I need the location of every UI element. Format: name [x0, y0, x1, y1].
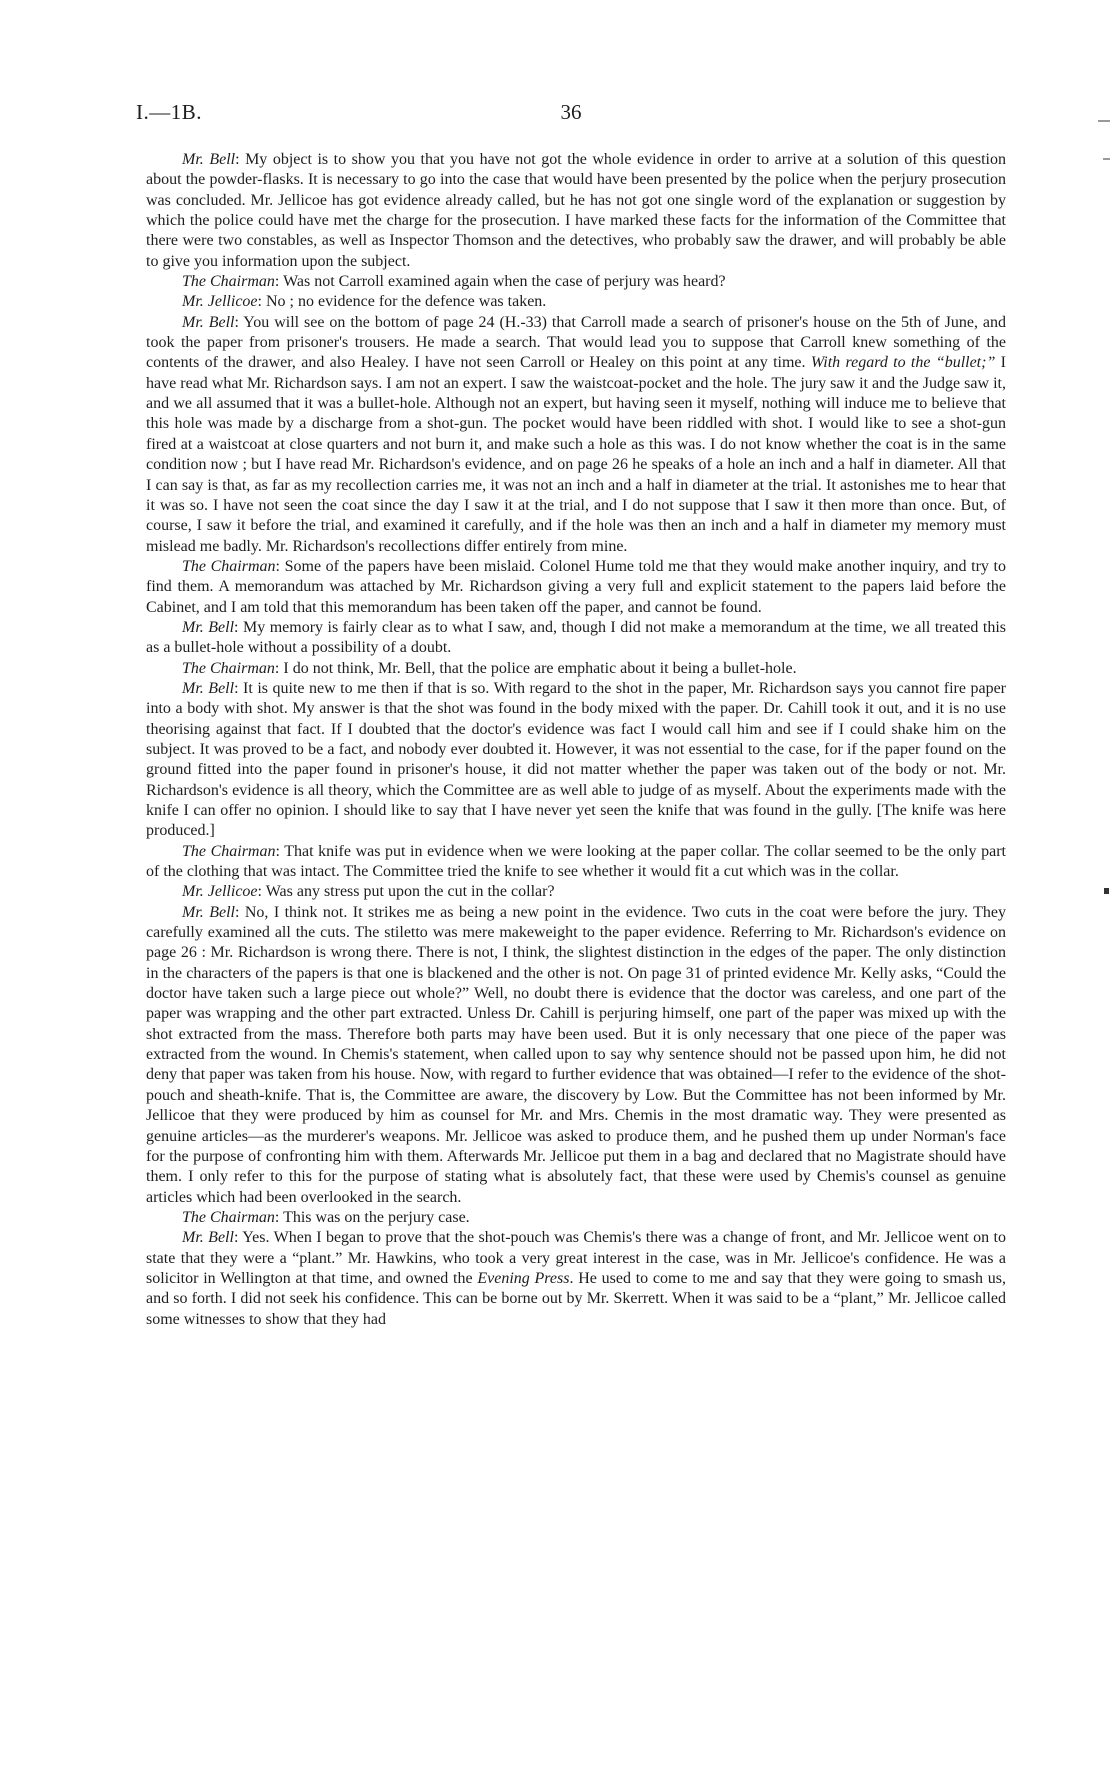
transcript-paragraph: The Chairman: This was on the perjury case. [182, 1208, 470, 1226]
speaker-name: The Chairman [182, 1208, 275, 1226]
transcript-paragraph: Mr. Bell: My object is to show you that you have not got the whole evidence in order to arrive at a solution of this question about the powder-flasks. It is necessary to go into the case that would have been presented by the police when the perjury prosecution was concluded. Mr. Jellicoe has got evidence already called, but he has not got one single word of the explanation or suggestion by which the police could have met the charge for the prosecution. I have marked these facts for the information of the Committee that there were two constables, as well as Inspector Thomson and the detectives, who probably saw the drawer, and will probably be able to give you information upon the subject. [146, 151, 1007, 270]
paragraph-text: No ; no evidence for the defence was taken. [265, 293, 547, 311]
paragraph-text: No, I think not. It strikes me as being a new point in the evidence. Two cuts in the coat were before the jury. They carefully examined all the cuts. The stiletto was mere makeweight to the paper evidence. Referring to Mr. Richardson's evidence on page 26 : Mr. Richardson is wrong there. There is not, I think, the slightest distinction in the edges of the paper. The only distinction in the characters of the papers is that one is blackened and the other is not. On page 31 of printed evidence Mr. Kelly asks, “Could the doctor have taken such a large piece out whole?” Well, no doubt there is evidence that the doctor was careless, and one part of the paper was wrapping and the other part extracted. Unless Dr. Cahill is perjuring himself, one part of the paper was mixed up with the shot extracted from the mass. Therefore both parts may have been used. But it is only necessary that one piece of the paper was extracted from the wound. In Chemis's statement, when called upon to say why sentence should not be passed upon him, he did not deny that paper was taken from his house. Now, with regard to further evidence that was obtained—I refer to the evidence of the shot-pouch and sheath-knife. That is, the Committee are aware, the discovery by Low. But the Committee has not been informed by Mr. Jellicoe that they were produced by him as counsel for Mr. and Mrs. Chemis in the most dramatic way. They were presented as genuine articles—as the murderer's weapons. Mr. Jellicoe was asked to produce them, and he pushed them up under Norman's face for the purpose of confronting him with them. Afterwards Mr. Jellicoe put them in a bag and declared that no Magistrate should have them. I only refer to this for the purpose of stating what is absolutely fact, that these were used by Chemis's counsel as genuine articles which had been overlooked in the search. [146, 903, 1006, 1206]
paragraph-text: That knife was put in evidence when we were looking at the paper collar. The collar seemed to be the only part of the clothing that was intact. The Committee tried the knife to see whether it would fit a cut which was in the collar. [146, 842, 1007, 881]
transcript-paragraph: The Chairman: Some of the papers have been mislaid. Colonel Hume told me that they would make another inquiry, and try to find them. A memorandum was attached by Mr. Richardson giving a very full and explicit statement to the papers laid before the Cabinet, and I am told that this memorandum has been taken off the paper, and cannot be found. [146, 557, 1006, 616]
speaker-name: Mr. Jellicoe [182, 293, 258, 311]
transcript-paragraph: Mr. Bell: You will see on the bottom of page 24 (H.-33) that Carroll made a search of prisoner's house on the 5th of June, and took the paper from prisoner's trousers. He made a search. That would lead you to suppose that Carroll knew something of the contents of the drawer, and also Healey. I have not seen Carroll or Healey on this point at any time. With regard to the “bullet;” I have read what Mr. Richardson says. I am not an expert. I saw the waistcoat-pocket and the hole. The jury saw it and the Judge saw it, and we all assumed that it was a bullet-hole. Although not an expert, but having seen it myself, nothing will induce me to believe that this hole was made by a discharge from a shot-gun. The pocket would have been riddled with shot. I would like to see a shot-gun fired at a waistcoat at close quarters and not burn it, and make such a hole as this was. I do not know whether the coat is in the same condition now ; but I have read Mr. Richardson's evidence, and on page 26 he speaks of a hole an inch and a half in diameter. All that I can say is that, as far as my recollection carries me, it was not an inch and a half in diameter at the trial. It astonishes me to hear that it was so. I have not seen the coat since the day I saw it at the trial, and I do not suppose that I saw it then more than once. But, of course, I saw it before the trial, and examined it carefully, and if the hole was then an inch and a half in diameter my memory must mislead me badly. Mr. Richardson's recollections differ entirely from mine. [146, 313, 1007, 555]
speaker-name: Mr. Jellicoe [182, 883, 258, 901]
page-number: 36 [560, 100, 582, 124]
paragraph-text: This was on the perjury case. [283, 1208, 470, 1226]
paragraph-text: My object is to show you that you have not got the whole evidence in order to arrive at a solution of this question about the powder-flasks. It is necessary to go into the case that would have been presented by the police when the perjury prosecution was concluded. Mr. Jellicoe has got evidence already called, but he has not got one single word of the explanation or suggestion by which the police could have met the charge for the prosecution. I have marked these facts for the information of the Committee that there were two constables, as well as Inspector Thomson and the detectives, who probably saw the drawer, and will probably be able to give you information upon the subject. [146, 151, 1007, 270]
transcript-paragraph: Mr. Jellicoe: Was any stress put upon the cut in the collar? [182, 883, 555, 901]
margin-mark [1098, 120, 1110, 122]
speaker-name: The Chairman [182, 557, 276, 575]
transcript-paragraph: The Chairman: Was not Carroll examined again when the case of perjury was heard? [182, 273, 726, 291]
margin-mark [1103, 158, 1110, 160]
paragraph-text: It is quite new to me then if that is so. With regard to the shot in the paper, Mr. Richardson says you cannot fire paper into a body with shot. My answer is that the shot was found in the body mixed with the paper. Dr. Cahill took it out, and it is no use theorising against that fact. If I doubted that the doctor's evidence was fact I would call him and see if I could shake him on the subject. It was proved to be a fact, and nobody ever doubted it. However, it was not essential to the case, for if the paper found on the ground fitted into the paper found in prisoner's house, it did not matter whether the paper was taken out of the body or not. Mr. Richardson's evidence is all theory, which the Committee are as well able to judge of as myself. About the experiments made with the knife I can offer no opinion. I should like to say that I have never yet seen the knife that was found in the gully. [The knife was here produced.] [146, 679, 1007, 840]
transcript-paragraph: Mr. Bell: Yes. When I began to prove that the shot-pouch was Chemis's there was a change of front, and Mr. Jellicoe went on to state that they were a “plant.” Mr. Hawkins, who took a very great interest in the case, was in Mr. Jellicoe's confidence. He was a solicitor in Wellington at that time, and owned the Evening Press. He used to come to me and say that they were going to smash us, and so forth. I did not seek his confidence. This can be borne out by Mr. Skerrett. When it was said to be a “plant,” Mr. Jellicoe called some witnesses to show that they had [146, 1229, 1007, 1328]
paragraph-text: Some of the papers have been mislaid. Colonel Hume told me that they would make another inquiry, and try to find them. A memorandum was attached by Mr. Richardson giving a very full and explicit statement to the papers laid before the Cabinet, and I am told that this memorandum has been taken off the paper, and cannot be found. [146, 557, 1006, 616]
speaker-name: The Chairman [182, 273, 275, 291]
speaker-name: The Chairman [182, 842, 276, 860]
speaker-name: Mr. Bell [182, 903, 235, 921]
italic-text: With regard to the “bullet;” [810, 354, 996, 372]
transcript-paragraph: The Chairman: I do not think, Mr. Bell, that the police are emphatic about it being a bullet-hole. [182, 659, 797, 677]
transcript-paragraph: The Chairman: That knife was put in evidence when we were looking at the paper collar. The collar seemed to be the only part of the clothing that was intact. The Committee tried the knife to see whether it would fit a cut which was in the collar. [146, 842, 1007, 881]
paragraph-text: I do not think, Mr. Bell, that the police are emphatic about it being a bullet-hole. [283, 659, 797, 677]
transcript-paragraph: Mr. Bell: It is quite new to me then if that is so. With regard to the shot in the paper, Mr. Richardson says you cannot fire paper into a body with shot. My answer is that the shot was found in the body mixed with the paper. Dr. Cahill took it out, and it is no use theorising against that fact. If I doubted that the doctor's evidence was fact I would call him and see if I could shake him on the subject. It was proved to be a fact, and nobody ever doubted it. However, it was not essential to the case, for if the paper found on the ground fitted into the paper found in prisoner's house, it did not matter whether the paper was taken out of the body or not. Mr. Richardson's evidence is all theory, which the Committee are as well able to judge of as myself. About the experiments made with the knife I can offer no opinion. I should like to say that I have never yet seen the knife that was found in the gully. [The knife was here produced.] [146, 679, 1007, 840]
speaker-name: Mr. Bell [182, 313, 235, 331]
italic-text: Evening Press [477, 1269, 570, 1287]
paragraph-text: My memory is fairly clear as to what I saw, and, though I did not make a memorandum at the time, we all treated this as a bullet-hole without a possibility of a doubt. [146, 618, 1006, 657]
paragraph-text: . He used to come to me and say that they were going to smash us, and so forth. I did not seek his confidence. This can be borne out by Mr. Skerrett. When it was said to be a “plant,” Mr. Jellicoe called some witnesses to show that they had [146, 1269, 1006, 1328]
transcript-paragraph: Mr. Bell: No, I think not. It strikes me as being a new point in the evidence. Two cuts in the coat were before the jury. They carefully examined all the cuts. The stiletto was mere makeweight to the paper evidence. Referring to Mr. Richardson's evidence on page 26 : Mr. Richardson is wrong there. There is not, I think, the slightest distinction in the edges of the paper. The only distinction in the characters of the papers is that one is blackened and the other is not. On page 31 of printed evidence Mr. Kelly asks, “Could the doctor have taken such a large piece out whole?” Well, no doubt there is evidence that the doctor was careless, and one part of the paper was wrapping and the other part extracted. Unless Dr. Cahill is perjuring himself, one part of the paper was mixed up with the shot extracted from the mass. Therefore both parts may have been used. But it is only necessary that one piece of the paper was extracted from the wound. In Chemis's statement, when called upon to say why sentence should not be passed upon him, he did not deny that paper was taken from his house. Now, with regard to further evidence that was obtained—I refer to the evidence of the shot-pouch and sheath-knife. That is, the Committee are aware, the discovery by Low. But the Committee has not been informed by Mr. Jellicoe that they were produced by him as counsel for Mr. and Mrs. Chemis in the most dramatic way. They were presented as genuine articles—as the murderer's weapons. Mr. Jellicoe was asked to produce them, and he pushed them up under Norman's face for the purpose of confronting him with them. Afterwards Mr. Jellicoe put them in a bag and declared that no Magistrate should have them. I only refer to this for the purpose of stating what is absolutely fact, that these were used by Chemis's counsel as genuine articles which had been overlooked in the search. [146, 903, 1006, 1206]
page-header [136, 100, 1006, 130]
speaker-name: Mr. Bell [182, 679, 235, 697]
speaker-name: The Chairman [182, 659, 275, 677]
paragraph-text: I have read what Mr. Richardson says. I am not an expert. I saw the waistcoat-pocket and the hole. The jury saw it and the Judge saw it, and we all assumed that it was a bullet-hole. Although not an expert, but having seen it myself, nothing will induce me to believe that this hole was made by a discharge from a shot-gun. The pocket would have been riddled with shot. I would like to see a shot-gun fired at a waistcoat at close quarters and not burn it, and make such a hole as this was. I do not know whether the coat is in the same condition now ; but I have read Mr. Richardson's evidence, and on page 26 he speaks of a hole an inch and a half in diameter. All that I can say is that, as far as my recollection carries me, it was not an inch and a half in diameter at the trial. It astonishes me to hear that it was so. I have not seen the coat since the day I saw it at the trial, and I do not suppose that I saw it then more than once. But, of course, I saw it before the trial, and examined it carefully, and if the hole was then an inch and a half in diameter my memory must mislead me badly. Mr. Richardson's recollections differ entirely from mine. [146, 354, 1007, 555]
paragraph-text: Yes. When I began to prove that the shot-pouch was Chemis's there was a change of front, and Mr. Jellicoe went on to state that they were a “plant.” Mr. Hawkins, who took a very great interest in the case, was in Mr. Jellicoe's confidence. He was a solicitor in Wellington at that time, and owned the [146, 1229, 1007, 1287]
paragraph-text: Was any stress put upon the cut in the collar? [265, 883, 555, 901]
document-reference: I.—1B. [136, 100, 202, 124]
transcript-paragraph: Mr. Jellicoe: No ; no evidence for the defence was taken. [182, 293, 547, 311]
paragraph-text: You will see on the bottom of page 24 (H.-33) that Carroll made a search of prisoner's house on the 5th of June, and took the paper from prisoner's trousers. He made a search. That would lead you to suppose that Carroll knew something of the contents of the drawer, and also Healey. I have not seen Carroll or Healey on this point at any time. [146, 313, 1007, 372]
paragraph-text: Was not Carroll examined again when the case of perjury was heard? [283, 273, 726, 291]
transcript-paragraph: Mr. Bell: My memory is fairly clear as to what I saw, and, though I did not make a memorandum at the time, we all treated this as a bullet-hole without a possibility of a doubt. [146, 618, 1006, 657]
evidence-transcript [146, 150, 1006, 1330]
margin-mark [1104, 888, 1109, 894]
speaker-name: Mr. Bell [182, 151, 236, 168]
speaker-name: Mr. Bell [182, 618, 235, 636]
speaker-name: Mr. Bell [182, 1229, 234, 1247]
